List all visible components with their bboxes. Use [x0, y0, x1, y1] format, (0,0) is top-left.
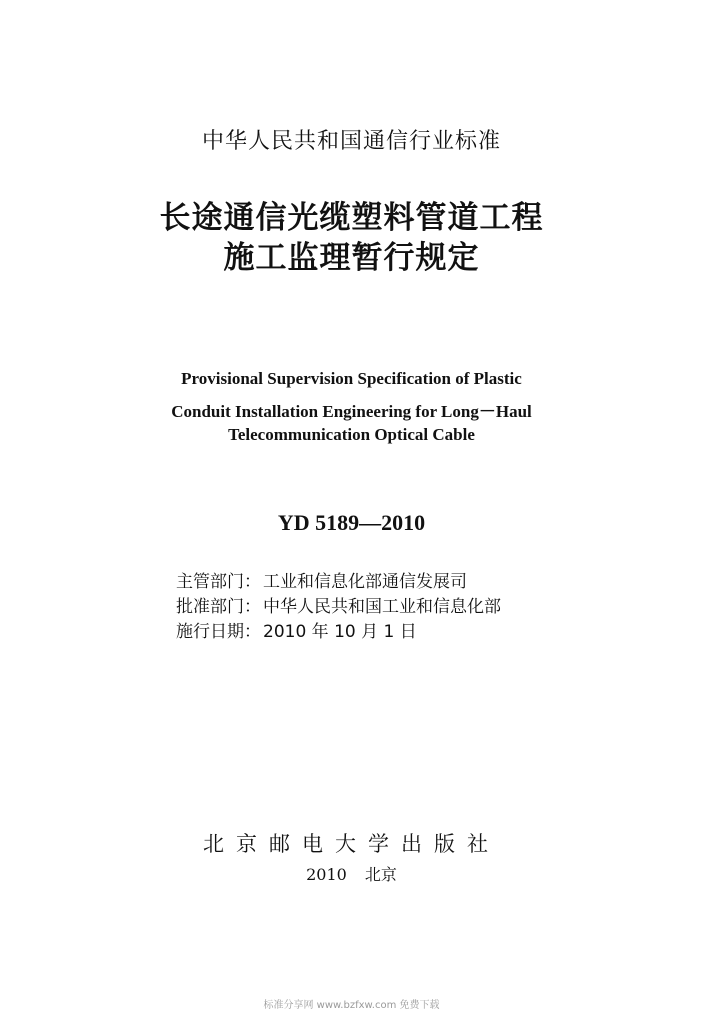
approval-label: 批准部门：: [176, 597, 261, 617]
publisher-name: 北京邮电大学出版社: [203, 832, 500, 856]
approval-row: [176, 595, 501, 620]
publication-year: 2010: [306, 865, 347, 884]
standard-category: 中华人民共和国通信行业标准: [201, 129, 501, 154]
authority-value: 工业和信息化部通信发展司: [263, 572, 467, 592]
effective-value: 2010 年 10 月 1 日: [263, 622, 417, 642]
title-cn-line1: 长途通信光缆塑料管道工程: [159, 200, 544, 236]
title-en-line1: Provisional Supervision Specification of Plastic: [181, 369, 522, 388]
authority-label: 主管部门：: [176, 572, 261, 592]
title-cn-line2: 施工监理暂行规定: [223, 240, 480, 276]
effective-label: 施行日期：: [176, 622, 261, 642]
publication-line: [0, 862, 703, 885]
watermark-footer: 标准分享网 www.bzfxw.com 免费下载: [263, 1000, 440, 1011]
effective-row: [176, 620, 501, 645]
title-en-line2: Conduit Installation Engineering for Long－Haul: [171, 402, 532, 421]
meta-block: [176, 570, 501, 645]
publication-city: 北京: [364, 865, 397, 884]
authority-row: [176, 570, 501, 595]
standard-code: YD 5189—2010: [277, 510, 426, 535]
title-en-line3: Telecommunication Optical Cable: [228, 425, 475, 444]
approval-value: 中华人民共和国工业和信息化部: [263, 597, 501, 617]
